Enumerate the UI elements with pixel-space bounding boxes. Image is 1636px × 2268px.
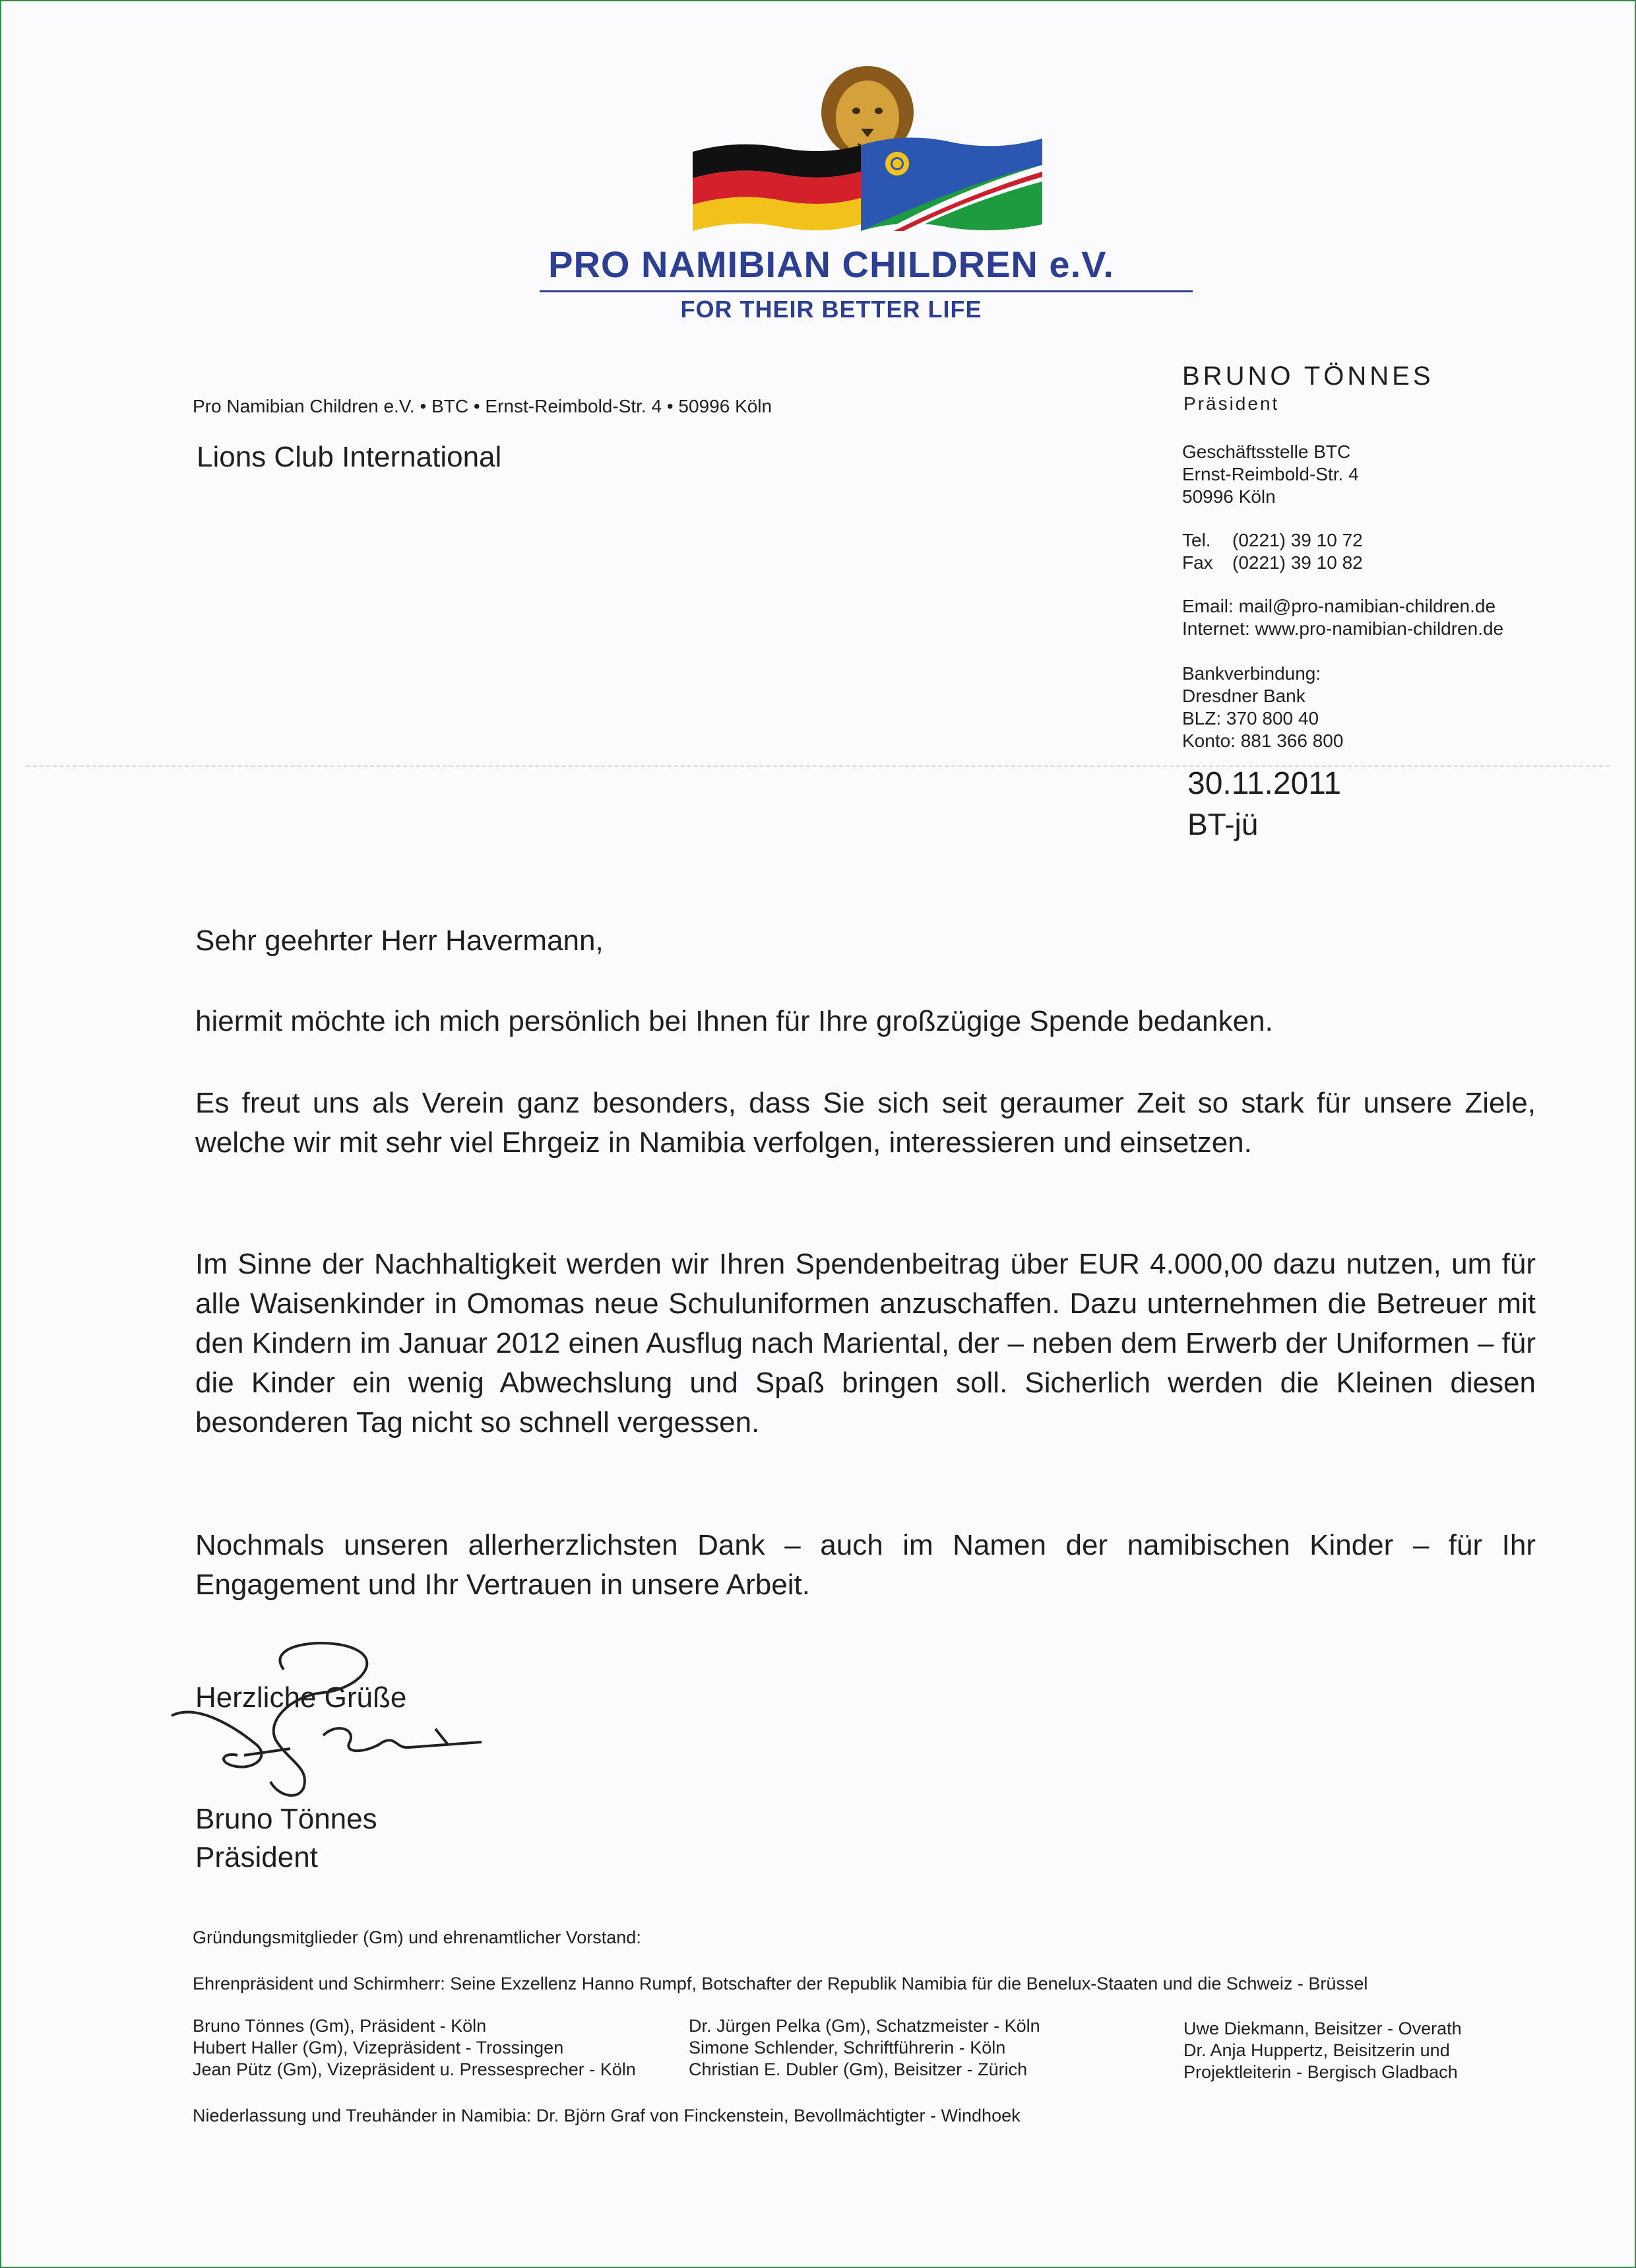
- signer-name: Bruno Tönnes: [195, 1803, 377, 1835]
- closing-greeting: Herzliche Grüße: [195, 1681, 407, 1714]
- namibian-flag-icon: [861, 138, 1042, 231]
- bank-line: Konto: 881 366 800: [1182, 730, 1344, 751]
- recipient-address: Lions Club International: [197, 441, 502, 473]
- board-member: Projektleiterin - Bergisch Gladbach: [1183, 2062, 1458, 2082]
- body-paragraph: Im Sinne der Nachhaltigkeit werden wir Ihren Spendenbeitrag über EUR 4.000,00 dazu nutzen, um für alle Waisenkinder in Omomas neue Schuluniformen anzuschaffen. Dazu unternehmen die Betreuer mit den Kindern im Januar 2012 einen Ausflug nach Mariental, der – neben dem Erwerb der Uniformen – für die Kinder ein wenig Abwechslung und Spaß bringen soll. Sicherlich werden die Kleinen diesen besonderen Tag nicht so schnell vergessen.: [195, 1248, 1536, 1439]
- organization-name: PRO NAMIBIAN CHILDREN e.V.: [548, 243, 1114, 285]
- phone-fax-block: [1182, 529, 1363, 574]
- office-line: Geschäftsstelle BTC: [1182, 441, 1351, 462]
- german-flag-icon: [693, 145, 861, 231]
- board-member: Dr. Jürgen Pelka (Gm), Schatzmeister - Köln: [689, 2016, 1040, 2036]
- phone-label: Tel.: [1182, 530, 1211, 550]
- board-member: Simone Schlender, Schriftführerin - Köln: [689, 2038, 1006, 2057]
- organization-logo-icon: [686, 66, 1055, 244]
- board-member: Hubert Haller (Gm), Vizepräsident - Trossingen: [193, 2038, 564, 2057]
- handwritten-signature: [158, 1630, 501, 1801]
- body-paragraph: Es freut uns als Verein ganz besonders, dass Sie sich seit geraumer Zeit so stark für unsere Ziele, welche wir mit sehr viel Ehrgeiz in Namibia verfolgen, interessieren und einsetzen.: [195, 1087, 1536, 1159]
- bank-line: Bankverbindung:: [1182, 663, 1321, 684]
- bank-line: BLZ: 370 800 40: [1182, 708, 1319, 729]
- board-member: Uwe Diekmann, Beisitzer - Overath: [1183, 2019, 1462, 2038]
- namibia-branch-line: Niederlassung und Treuhänder in Namibia: Dr. Björn Graf von Finckenstein, Bevollmächtigter - Windhoek: [193, 2106, 1021, 2125]
- fax-label: Fax: [1182, 552, 1213, 573]
- phone-row: [1182, 529, 1363, 552]
- fax-row: [1182, 552, 1363, 574]
- office-line: 50996 Köln: [1182, 486, 1276, 507]
- sender-return-address: Pro Namibian Children e.V. • BTC • Ernst-Reimbold-Str. 4 • 50996 Köln: [193, 396, 772, 416]
- fold-line: [26, 765, 1610, 767]
- salutation: Sehr geehrter Herr Havermann,: [195, 924, 604, 957]
- board-member: Dr. Anja Huppertz, Beisitzerin und: [1183, 2040, 1450, 2060]
- body-paragraph: hiermit möchte ich mich persönlich bei Ihnen für Ihre großzügige Spende bedanken.: [195, 1005, 1273, 1037]
- board-member: Bruno Tönnes (Gm), Präsident - Köln: [193, 2016, 487, 2036]
- contact-web-block: [1182, 595, 1503, 640]
- office-address: [1182, 441, 1359, 508]
- board-member: Christian E. Dubler (Gm), Beisitzer - Zürich: [689, 2059, 1028, 2079]
- body-paragraph: Nochmals unseren allerherzlichsten Dank – auch im Namen der namibischen Kinder – für Ihr Engagement und Ihr Vertrauen in unsere Arbeit.: [195, 1529, 1536, 1601]
- president-title: Präsident: [1183, 393, 1280, 414]
- email-line: Email: mail@pro-namibian-children.de: [1182, 596, 1496, 616]
- signer-title: Präsident: [195, 1841, 318, 1873]
- honorary-president-line: Ehrenpräsident und Schirmherr: Seine Exzellenz Hanno Rumpf, Botschafter der Republik Namibia für die Benelux-Staaten und die Schweiz - Brüssel: [193, 1974, 1368, 1993]
- founders-heading: Gründungsmitglieder (Gm) und ehrenamtlicher Vorstand:: [193, 1928, 641, 1947]
- board-column: [1183, 2018, 1462, 2083]
- letter-date: 30.11.2011: [1187, 766, 1342, 801]
- phone-number: (0221) 39 10 72: [1232, 530, 1363, 550]
- fax-number: (0221) 39 10 82: [1232, 552, 1363, 573]
- board-member: Jean Pütz (Gm), Vizepräsident u. Pressesprecher - Köln: [193, 2059, 636, 2079]
- board-column: [689, 2015, 1040, 2081]
- bank-details: [1182, 663, 1343, 752]
- letter-reference: BT-jü: [1187, 807, 1259, 841]
- board-column: [193, 2015, 636, 2081]
- organization-tagline: FOR THEIR BETTER LIFE: [680, 296, 982, 323]
- office-line: Ernst-Reimbold-Str. 4: [1182, 464, 1359, 484]
- organization-name-underline: [540, 290, 1193, 292]
- bank-line: Dresdner Bank: [1182, 686, 1306, 706]
- internet-line: Internet: www.pro-namibian-children.de: [1182, 618, 1504, 639]
- president-name: BRUNO TÖNNES: [1182, 362, 1434, 391]
